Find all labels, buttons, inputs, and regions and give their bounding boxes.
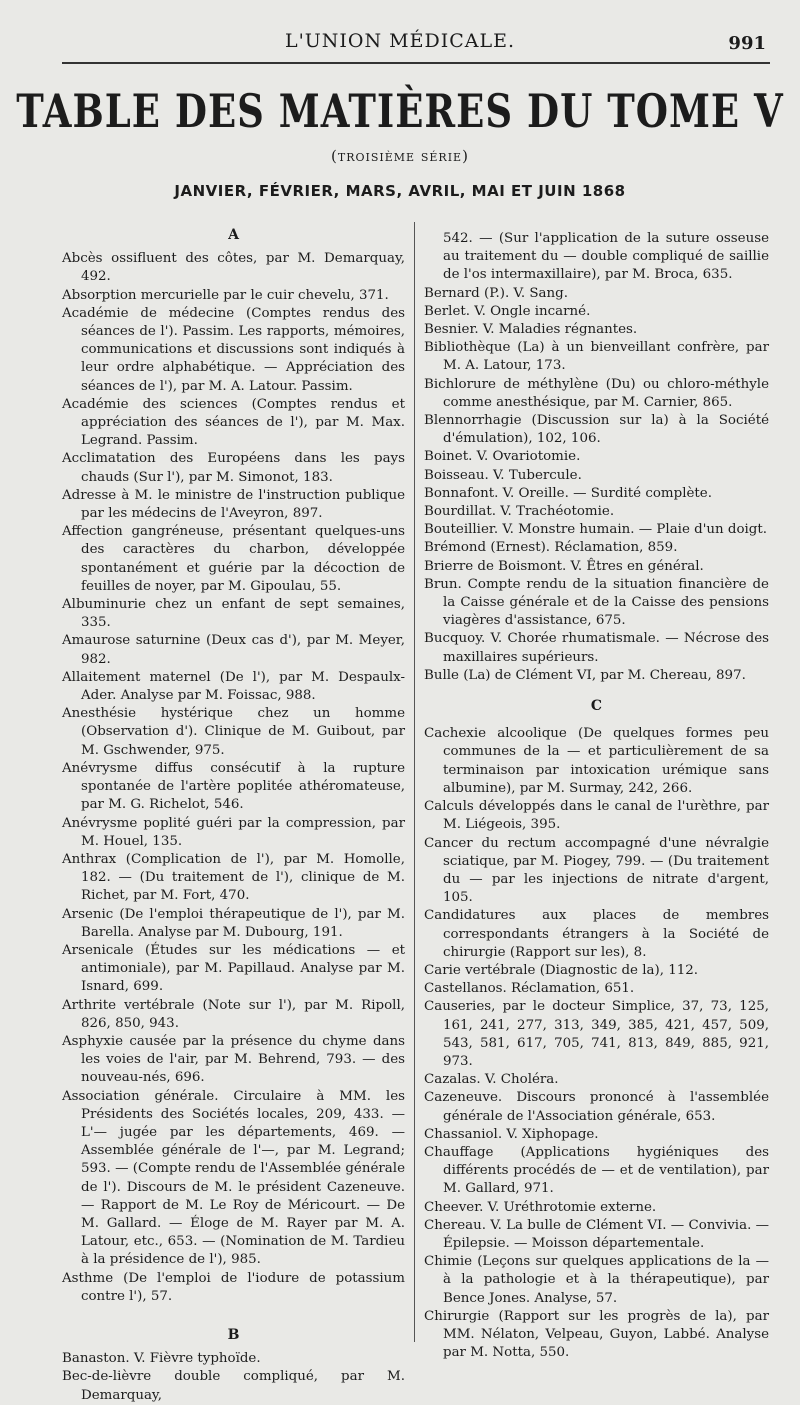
index-entry: Boisseau. V. Tubercule. [424,467,582,483]
right-column [424,230,769,1362]
series-subtitle: (troisième série) [331,147,469,165]
column-divider [414,222,415,1342]
index-entry: Arsenicale (Études sur les médications — et antimoniale), par M. Papillaud. Analyse par M. Isnard, 699. [62,942,405,995]
index-entry: Cachexie alcoolique (De quelques formes peu communes de la — et particulièrement de sa terminaison par intoxication urémique sans albumine), par M. Surmay, 242, 266. [424,726,769,796]
page-number: 991 [728,33,766,54]
index-entry: Albuminurie chez un enfant de sept semaines, 335. [62,597,405,631]
index-entry: Amaurose saturnine (Deux cas d'), par M. Meyer, 982. [62,633,405,667]
index-entry: Berlet. V. Ongle incarné. [424,303,591,319]
index-entry: Académie de médecine (Comptes rendus des séances de l'). Passim. Les rapports, mémoires, communications et discussions sont indiqués à leur ordre alphabétique. — Appréciation des séances de l'), par M. A. Latour. Passim. [62,305,405,394]
index-entry: Bonnafont. V. Oreille. — Surdité complète. [424,485,712,501]
index-entry: Cazeneuve. Discours prononcé à l'assemblée générale de l'Association générale, 653. [424,1090,769,1124]
index-entry: Bibliothèque (La) à un bienveillant confrère, par M. A. Latour, 173. [424,340,769,374]
index-entry: Calculs développés dans le canal de l'urèthre, par M. Liégeois, 395. [424,799,769,833]
index-entry: Castellanos. Réclamation, 651. [424,981,635,997]
index-entry: Anthrax (Complication de l'), par M. Homolle, 182. — (Du traitement de l'), clinique de M. Richet, par M. Fort, 470. [62,851,405,904]
index-entry: Cancer du rectum accompagné d'une névralgie sciatique, par M. Piogey, 799. — (Du traitement du — par les injections de nitrate d'argent, 105. [424,835,769,906]
running-head [0,0,800,60]
index-entry: Candidatures aux places de membres correspondants étrangers à la Société de chirurgie (Rapport sur les), 8. [424,908,769,960]
section-letter-a: A [228,227,239,243]
index-entry: Banaston. V. Fièvre typhoïde. [62,1351,261,1367]
entries-a [62,250,405,1306]
index-entry: Association générale. Circulaire à MM. les Présidents des Sociétés locales, 209, 433. — L'— jugée par les départements, 469. — Assemblée générale de l'—, par M. Legrand; 593. — (Compte rendu de l'Assemblée générale de l'). Discours de M. le président Cazeneuve. — Rapport de M. Le Roy de Méricourt. — De M. Gallard. — Éloge de M. Rayer par M. A. Latour, etc., 653. — (Nomination de M. Tardieu à la présidence de l'), 985. [62,1088,405,1268]
index-entry: Cheever. V. Uréthrotomie externe. [424,1199,657,1215]
index-entry: Affection gangréneuse, présentant quelques-uns des caractères du charbon, développée spontanément et guérie par la décoction de feuilles de noyer, par M. Gipoulau, 55. [62,524,405,594]
index-entry: Anesthésie hystérique chez un homme (Observation d'). Clinique de M. Guibout, par M. Gschwender, 975. [62,706,405,758]
index-entry: Boinet. V. Ovariotomie. [424,449,581,465]
section-letter-c: C [590,698,603,715]
page-title: TABLE DES MATIÈRES DU TOME V [16,83,784,138]
index-entry: Bouteillier. V. Monstre humain. — Plaie d'un doigt. [424,522,768,538]
index-entry: Adresse à M. le ministre de l'instruction publique par les médecins de l'Aveyron, 897. [62,487,405,522]
index-entry: Allaitement maternel (De l'), par M. Despaulx-Ader. Analyse par M. Foissac, 988. [62,669,405,704]
index-entry: Arthrite vertébrale (Note sur l'), par M. Ripoll, 826, 850, 943. [62,997,405,1031]
index-entry: Bulle (La) de Clément VI, par M. Chereau, 897. [424,667,746,683]
section-letter-b: B [227,1326,240,1343]
entries-b-left [62,1350,405,1405]
index-entry: Blennorrhagie (Discussion sur la) à la Société d'émulation), 102, 106. [424,413,769,447]
index-entry: Chauffage (Applications hygiéniques des différents procédés de — et de ventilation), par M. Gallard, 971. [424,1144,769,1197]
index-entry: Acclimatation des Européens dans les pays chauds (Sur l'), par M. Simonot, 183. [62,451,405,485]
index-entry: Chassaniol. V. Xiphopage. [424,1126,599,1142]
journal-title: L'UNION MÉDICALE. [284,30,516,52]
index-entry: Brun. Compte rendu de la situation financière de la Caisse générale et de la Caisse des pensions viagères d'assistance, 675. [424,576,769,629]
period-subtitle: JANVIER, FÉVRIER, MARS, AVRIL, MAI ET JUIN 1868 [174,182,626,200]
index-entry: Bourdillat. V. Trachéotomie. [424,504,615,520]
index-entry: Arsenic (De l'emploi thérapeutique de l'), par M. Barella. Analyse par M. Dubourg, 191. [62,906,405,940]
index-entry: Chimie (Leçons sur quelques applications de la — à la pathologie et à la thérapeutique), par Bence Jones. Analyse, 57. [424,1254,769,1306]
continued-entry: 542. — (Sur l'application de la suture osseuse au traitement du — double compliqué de saillie de l'os intermaxillaire), par M. Broca, 635. [443,231,769,283]
index-entry: Cazalas. V. Choléra. [424,1072,559,1088]
entries-b-right [424,285,769,685]
index-entry: Chereau. V. La bulle de Clément VI. — Convivia. — Épilepsie. — Moisson départementale. [424,1217,769,1251]
index-entry: Abcès ossifluent des côtes, par M. Demarquay, 492. [62,251,405,285]
index-entry: Bichlorure de méthylène (Du) ou chloro-méthyle comme anesthésique, par M. Carnier, 865. [424,376,769,410]
index-entry: Anévrysme poplité guéri par la compression, par M. Houel, 135. [62,815,405,849]
index-entry: Causeries, par le docteur Simplice, 37, 73, 125, 161, 241, 277, 313, 349, 385, 421, 457, 509, 543, 581, 617, 705, 741, 813, 849, 885, 921, 973. [424,999,769,1069]
header-rule [62,62,770,64]
entries-c [424,725,769,1362]
index-entry: Asphyxie causée par la présence du chyme dans les voies de l'air, par M. Behrend, 793. — des nouveau-nés, 696. [62,1033,405,1086]
index-entry: Asthme (De l'emploi de l'iodure de potassium contre l'), 57. [62,1270,405,1304]
index-entry: Carie vertébrale (Diagnostic de la), 112. [424,962,699,978]
index-entry: Anévrysme diffus consécutif à la rupture spontanée de l'artère poplitée athéromateuse, par M. G. Richelot, 546. [62,760,405,813]
index-entry: Besnier. V. Maladies régnantes. [424,322,638,338]
index-entry: Bec-de-lièvre double compliqué, par M. Demarquay, [62,1369,405,1403]
index-entry: Bernard (P.). V. Sang. [424,285,568,301]
left-column [62,222,405,1405]
index-entry: Brémond (Ernest). Réclamation, 859. [424,540,678,556]
index-entry: Chirurgie (Rapport sur les progrès de la), par MM. Nélaton, Velpeau, Guyon, Labbé. Analyse par M. Notta, 550. [424,1308,769,1361]
index-entry: Brierre de Boismont. V. Êtres en général. [424,558,704,574]
index-entry: Académie des sciences (Comptes rendus et appréciation des séances de l'), par M. Max. Legrand. Passim. [62,396,405,449]
index-entry: Bucquoy. V. Chorée rhumatismale. — Nécrose des maxillaires supérieurs. [424,631,769,665]
index-entry: Absorption mercurielle par le cuir chevelu, 371. [62,287,389,303]
